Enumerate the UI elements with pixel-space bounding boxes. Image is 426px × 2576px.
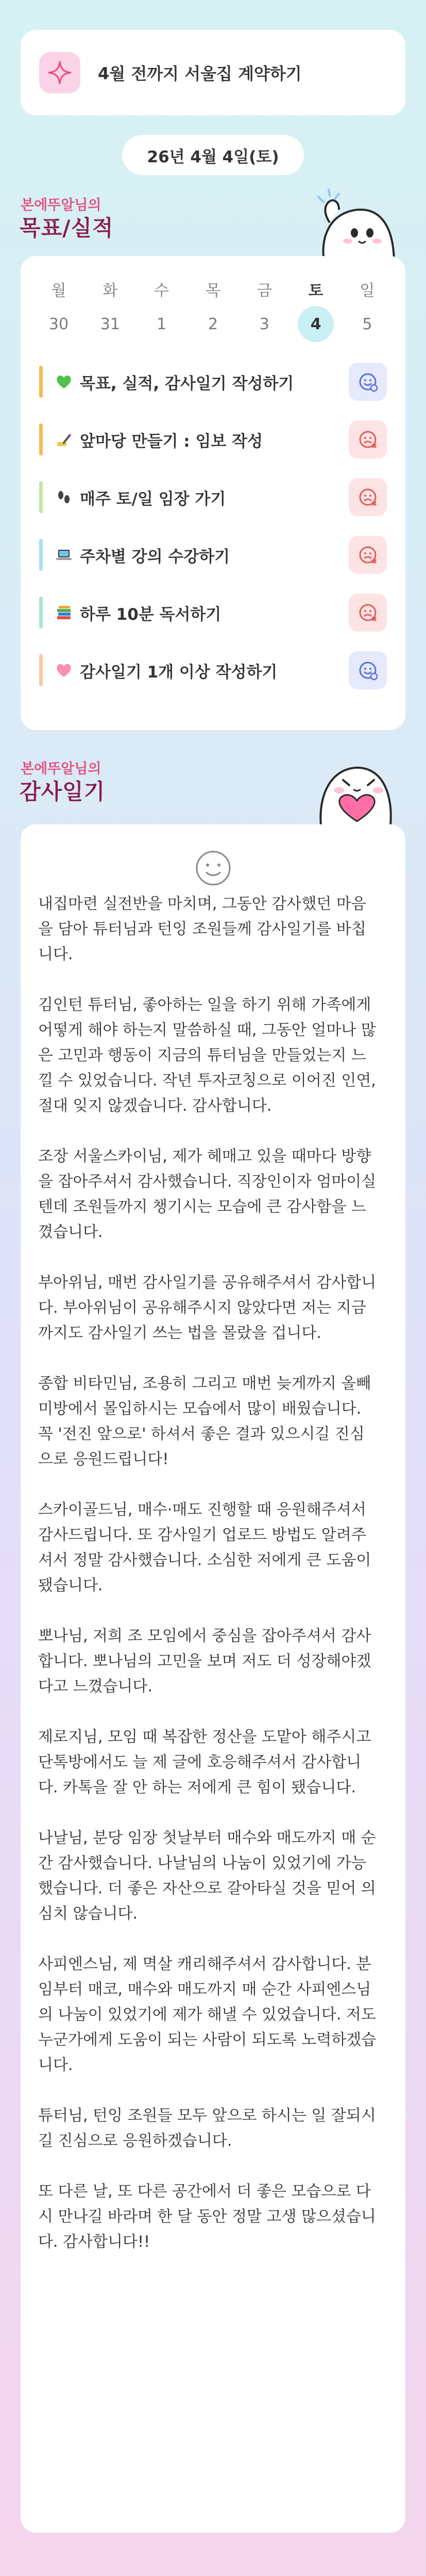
goals-card: [21, 256, 405, 730]
pink-heart-icon: [54, 660, 74, 680]
goals-section-subtitle: 본에뚜알님의: [21, 197, 101, 213]
journal-paragraph: 제로지님, 모임 때 복잡한 정산을 도맡아 해주시고 단톡방에서도 늘 제 글에 호응해주셔서 감사합니다. 카톡을 잘 안 하는 저에게 큰 힘이 됐습니다.: [38, 1728, 371, 1797]
sad-icon: [357, 429, 379, 450]
calendar-day[interactable]: 5: [362, 315, 372, 333]
task-color-bar: [39, 423, 43, 455]
journal-paragraph: 부아위님, 매번 감사일기를 공유해주셔서 감사합니다. 부아위님이 공유해주시지 않았다면 저는 지금까지도 감사일기 쓰는 법을 몰랐을 겁니다.: [38, 1274, 377, 1342]
calendar-day[interactable]: 31: [100, 315, 120, 333]
weekday-label: 일: [360, 282, 375, 300]
journal-section-title: 감사일기: [20, 779, 106, 804]
task-fail-button[interactable]: [349, 420, 387, 459]
calendar-day[interactable]: 3: [259, 315, 269, 333]
journal-text: [38, 891, 378, 2280]
weekday-label: 금: [257, 282, 272, 300]
books-icon: [54, 603, 74, 622]
task-color-bar: [39, 597, 43, 629]
task-item[interactable]: [39, 478, 387, 517]
task-done-button[interactable]: [349, 651, 387, 689]
calendar-day-selected[interactable]: 4: [296, 306, 335, 343]
mascot-waving-icon: [309, 187, 402, 264]
journal-paragraph: 조장 서울스카이님, 제가 헤매고 있을 때마다 방향을 잡아주셔서 감사했습니다. 직장인이자 엄마이실 텐데 조원들까지 챙기시는 모습에 큰 감사함을 느꼈습니다.: [38, 1147, 377, 1241]
task-fail-button[interactable]: [349, 478, 387, 516]
green-heart-icon: [54, 372, 74, 392]
sad-icon: [357, 602, 379, 623]
journal-section-subtitle: 본에뚜알님의: [21, 761, 101, 777]
task-label: 하루 10분 독서하기: [80, 605, 221, 624]
calendar-day[interactable]: 1: [157, 315, 167, 333]
calendar-day[interactable]: 30: [48, 315, 69, 333]
weekday-label: 수: [154, 282, 169, 300]
sad-icon: [357, 486, 379, 508]
task-label: 목표, 실적, 감사일기 작성하기: [80, 374, 294, 393]
journal-paragraph: 내집마련 실전반을 마치며, 그동안 감사했던 마음을 담아 튜터님과 턴잉 조원들께 감사일기를 바칩니다.: [38, 895, 366, 963]
weekday-label: 월: [51, 282, 66, 300]
task-color-bar: [39, 366, 43, 398]
laptop-icon: [54, 545, 74, 565]
calendar-weekdays: [39, 278, 387, 300]
task-item[interactable]: [39, 420, 387, 459]
task-item[interactable]: [39, 535, 387, 574]
task-color-bar: [39, 539, 43, 571]
smile-icon: [357, 371, 379, 393]
task-item[interactable]: [39, 651, 387, 690]
journal-paragraph: 나날님, 분당 임장 첫날부터 매수와 매도까지 매 순간 감사했습니다. 나날님의 나눔이 있었기에 가능했습니다. 더 좋은 자산으로 갈아타실 것을 믿어 의심치 않습니다.: [38, 1829, 376, 1923]
date-pill[interactable]: 26년 4월 4일(토): [122, 135, 304, 175]
task-label: 앞마당 만들기 : 임보 작성: [80, 432, 263, 451]
task-color-bar: [39, 654, 43, 686]
weekday-label: 화: [103, 282, 118, 300]
weekday-label-selected: 토: [308, 282, 323, 300]
calendar-dates: [39, 306, 387, 343]
goal-card[interactable]: [21, 30, 405, 115]
task-label: 매주 토/일 임장 가기: [80, 489, 226, 509]
goals-section-title: 목표/실적: [20, 215, 114, 241]
sparkle-icon: [39, 52, 80, 93]
task-label: 감사일기 1개 이상 작성하기: [80, 663, 278, 682]
journal-paragraph: 튜터님, 턴잉 조원들 모두 앞으로 하시는 일 잘되시길 진심으로 응원하겠습니다.: [38, 2107, 376, 2150]
journal-paragraph: 스카이골드님, 매수·매도 진행할 때 응원해주셔서 감사드립니다. 또 감사일기 업로드 방법도 알려주셔서 정말 감사했습니다. 소심한 저에게 큰 도움이 됐습니다.: [38, 1501, 371, 1595]
task-label: 주차별 강의 수강하기: [80, 547, 230, 566]
journal-paragraph: 종합 비타민님, 조용히 그리고 매번 늦게까지 올빼미방에서 몰입하시는 모습에서 많이 배웠습니다. 꼭 '전진 앞으로' 하셔서 좋은 결과 있으시길 진심으로 응원드립니다!: [38, 1375, 371, 1468]
smile-icon: [357, 659, 379, 681]
task-item[interactable]: [39, 362, 387, 401]
task-fail-button[interactable]: [349, 594, 387, 632]
smile-face-icon: [193, 848, 234, 889]
weekday-label: 목: [205, 282, 220, 300]
journal-paragraph: 김인턴 튜터님, 좋아하는 일을 하기 위해 가족에게 어떻게 해야 하는지 말씀하실 때, 그동안 얼마나 많은 고민과 행동이 지금의 튜터님을 만들었는지 느낄 수 있었습니다. 작년 투자코칭으로 이어진 인연, 절대 잊지 않겠습니다. 감사합니다.: [38, 996, 376, 1115]
task-done-button[interactable]: [349, 363, 387, 401]
journal-paragraph: 또 다른 날, 또 다른 공간에서 더 좋은 모습으로 다시 만나길 바라며 한 달 동안 정말 고생 많으셨습니다. 감사합니다!!: [38, 2182, 376, 2251]
mascot-heart-icon: [308, 753, 401, 825]
calendar-day[interactable]: 2: [208, 315, 218, 333]
sad-icon: [357, 544, 379, 566]
task-item[interactable]: [39, 593, 387, 632]
task-fail-button[interactable]: [349, 536, 387, 574]
task-color-bar: [39, 481, 43, 513]
journal-card: [21, 824, 405, 2533]
journal-paragraph: 사피엔스님, 제 멱살 캐리해주셔서 감사합니다. 분임부터 매코, 매수와 매도까지 매 순간 사피엔스님의 나눔이 있었기에 제가 해낼 수 있었습니다. 저도 누군가에게 도움이 되는 사람이 되도록 노력하겠습니다.: [38, 1955, 377, 2074]
writing-hand-icon: [54, 430, 74, 449]
goal-text: 4월 전까지 서울집 계약하기: [98, 64, 302, 83]
journal-paragraph: 뽀나님, 저희 조 모임에서 중심을 잡아주셔서 감사합니다. 뽀나님의 고민을 보며 저도 더 성장해야겠다고 느꼈습니다.: [38, 1627, 371, 1696]
footprints-icon: [54, 487, 74, 507]
